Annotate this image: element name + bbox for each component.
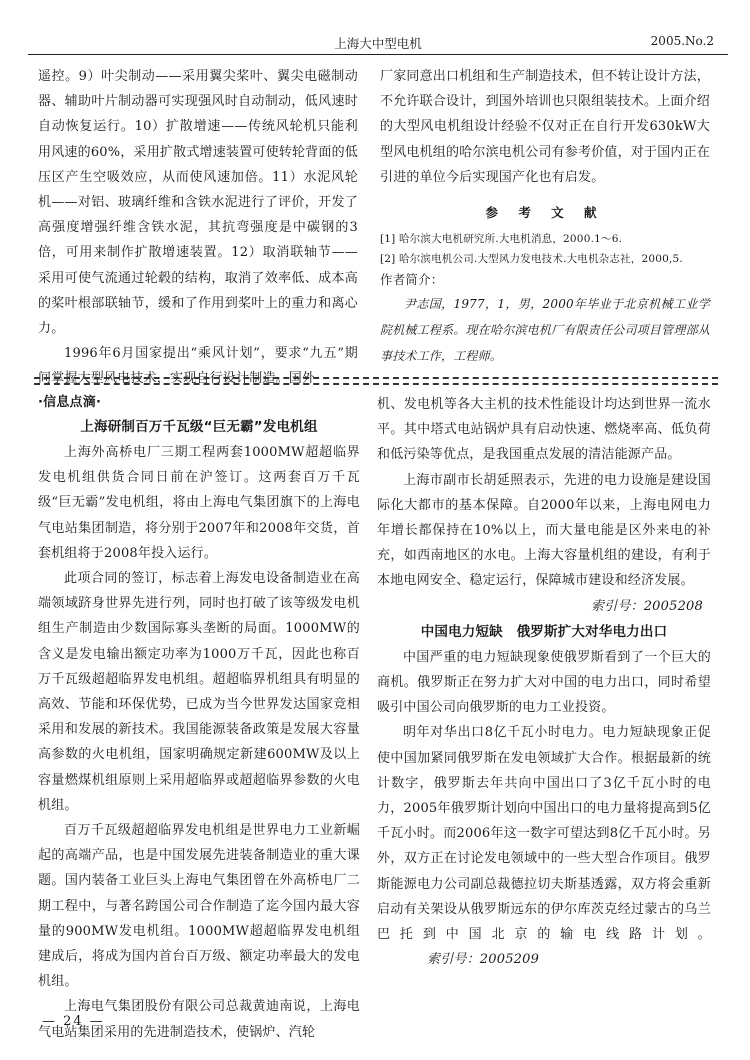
index-number: 索引号：2005208 (590, 598, 703, 614)
reference-item: [1] 哈尔滨大电机研究所.大电机消息，2000.1～6. (380, 233, 623, 246)
reference-item: [2] 哈尔滨电机公司.大型风力发电技术.大电机杂志社，2000,5. (380, 253, 683, 266)
top-left-column (38, 64, 358, 392)
paragraph: 中国严重的电力短缺现象使俄罗斯看到了一个巨大的商机。俄罗斯正在努力扩大对中国的电力出口，同时希望吸引中国公司向俄罗斯的电力工业投资。 (377, 649, 711, 716)
section-divider (34, 377, 718, 385)
paragraph: 厂家同意出口机组和生产制造技术，但不转让设计方法，不允许联合设计，到国外培训也只限组装技术。上面介绍的大型风电机组设计经验不仅对正在自行开发630kW大型风电机组的哈尔滨电机公司有参考价值，对于国内正在引进的单位今后实现国产化也有启发。 (380, 69, 711, 185)
paragraph: 百万千瓦级超超临界发电机组是世界电力工业新崛起的高端产品，也是中国发展先进装备制造业的重大课题。国内装备工业巨头上海电气集团曾在外高桥电厂二期工程中，与著名跨国公司合作制造了迄今国内最大容量的900MW发电机组。1000MW超超临界发电机组建成后，将成为国内首台百万级、额定功率最大的发电机组。 (38, 823, 360, 990)
paragraph: 遥控。9）叶尖制动——采用翼尖桨叶、翼尖电磁制动器、辅助叶片制动器可实现强风时自动制动，低风速时自动恢复运行。10）扩散增速——传统风轮机只能利用风速的60%，采用扩散式增速装置可使转轮背面的低压区产生空吸效应，从而使风速加倍。11）水泥风轮机——对铝、玻璃纤维和含铁水泥进行了评价，开发了高强度增强纤维含铁水泥，其抗弯强度是中碳钢的3倍，可用来制作扩散增速装置。12）取消联轴节——采用可使气流通过轮毂的结构，取消了效率低、成本高的桨叶根部联轴节，缓和了作用到桨叶上的重力和离心力。 (38, 69, 358, 337)
issue-number: 2005.No.2 (650, 34, 714, 48)
paragraph: 上海外高桥电厂三期工程两套1000MW超超临界发电机组供货合同日前在沪签订。这两套百万千瓦级“巨无霸”发电机组，将由上海电气集团旗下的上海电气电站集团制造，将分别于2007年和2008年交货，首套机组将于2008年投入运行。 (38, 445, 360, 561)
paragraph: 上海电气集团股份有限公司总裁黄迪南说，上海电气电站集团采用的先进制造技术，使锅炉、汽轮 (38, 999, 360, 1040)
running-header (28, 34, 728, 56)
author-bio: 尹志国，1977，1，男，2000年毕业于北京机械工业学院机械工程系。现在哈尔滨电机厂有限责任公司项目管理部从事技术工作，工程师。 (380, 297, 710, 364)
references-list (380, 229, 710, 269)
journal-name: 上海大中型电机 (334, 36, 422, 51)
page-number: — 24 — (42, 1014, 105, 1029)
bottom-right-column (377, 392, 711, 972)
top-right-column (380, 64, 710, 369)
index-number: 索引号：2005209 (427, 952, 540, 968)
article-title: 中国电力短缺 俄罗斯扩大对华电力出口 (420, 623, 668, 640)
author-label: 作者简介： (380, 272, 444, 288)
section-tag: ·信息点滴· (38, 395, 102, 410)
paragraph: 此项合同的签订，标志着上海发电设备制造业在高端领域跻身世界先进行列，同时也打破了该等级发电机组生产制造由少数国际寡头垄断的局面。1000MW的含义是发电输出额定功率为1000万千瓦，因此也称百万千瓦级超超临界发电机组。超超临界机组具有明显的高效、节能和环保优势，已成为当今世界发达国家竞相采用和发展的新技术。我国能源装备政策是发展大容量高参数的火电机组，国家明确规定新建600MW及以上容量燃煤机组原则上采用超临界或超超临界参数的火电机组。 (38, 571, 360, 813)
references-heading: 参 考 文 献 (485, 205, 605, 221)
paragraph-text: 明年对华出口8亿千瓦小时电力。电力短缺现象正促使中国加紧同俄罗斯在发电领域扩大合作。根据最新的统计数字，俄罗斯去年共向中国出口了3亿千瓦小时的电力，2005年俄罗斯计划向中国出口的电力量将提高到5亿千瓦小时。而2006年这一数字可望达到8亿千瓦小时。另外，双方正在讨论发电领域中的一些大型合作项目。俄罗斯能源电力公司副总裁德拉切夫斯基透露，双方将会重新启动有关架设从俄罗斯远东的伊尔库茨克经过蒙古的乌兰巴托到中国北京的输电线路计划。 (377, 725, 711, 943)
article-title: 上海研制百万千瓦级“巨无霸”发电机组 (80, 419, 318, 435)
paragraph: 上海市副市长胡延照表示，先进的电力设施是建设国际化大都市的基本保障。自2000年以来，上海电网电力年增长都保持在10%以上，而大量电能是区外来电的补充，如西南地区的水电。上海大容量机组的建设，有利于本地电网安全、稳定运行，保障城市建设和经济发展。 (377, 472, 711, 589)
header-rule (28, 54, 728, 55)
bottom-left-column (38, 392, 360, 1045)
paragraph: 机、发电机等各大主机的技术性能设计均达到世界一流水平。其中塔式电站锅炉具有启动快速、燃烧率高、低负荷和低污染等优点，是我国重点发展的清洁能源产品。 (377, 397, 711, 463)
paragraph: 1996年6月国家提出“乘风计划”，要求“九五”期间掌握大型风电技术，实现自行设计制造。国外 (38, 346, 358, 387)
paragraph (377, 720, 711, 972)
